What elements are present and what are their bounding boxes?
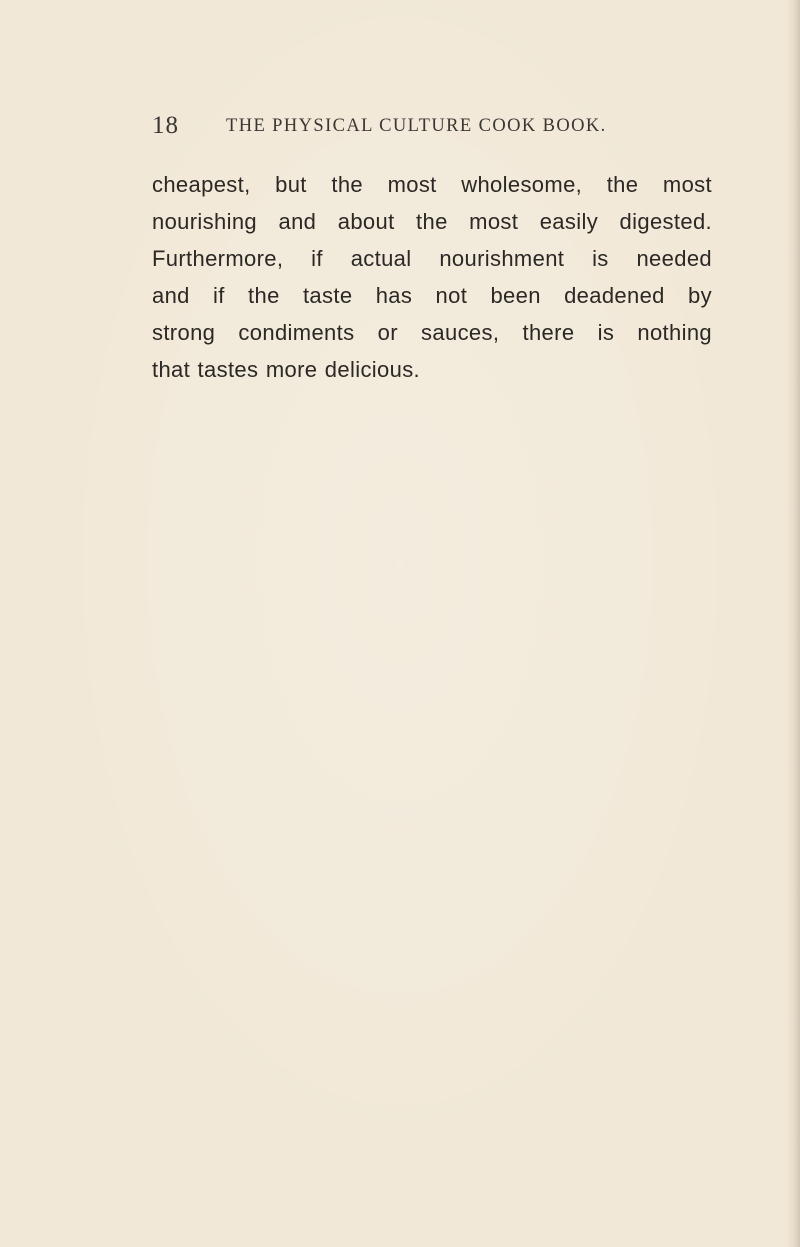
page-number: 18: [152, 112, 179, 139]
text-line: strong condiments or sauces, there is nothing: [152, 320, 712, 345]
text-line: and if the taste has not been deadened by: [152, 283, 712, 308]
body-paragraph: [152, 166, 712, 388]
page-edge-shadow: [786, 0, 800, 1247]
text-line: that tastes more delicious.: [152, 357, 421, 382]
text-line: nourishing and about the most easily digested.: [152, 209, 712, 234]
running-head: [152, 112, 652, 142]
running-title: THE PHYSICAL CULTURE COOK BOOK.: [226, 116, 607, 136]
text-line: cheapest, but the most wholesome, the most: [152, 172, 712, 197]
text-line: Furthermore, if actual nourishment is needed: [152, 246, 712, 271]
